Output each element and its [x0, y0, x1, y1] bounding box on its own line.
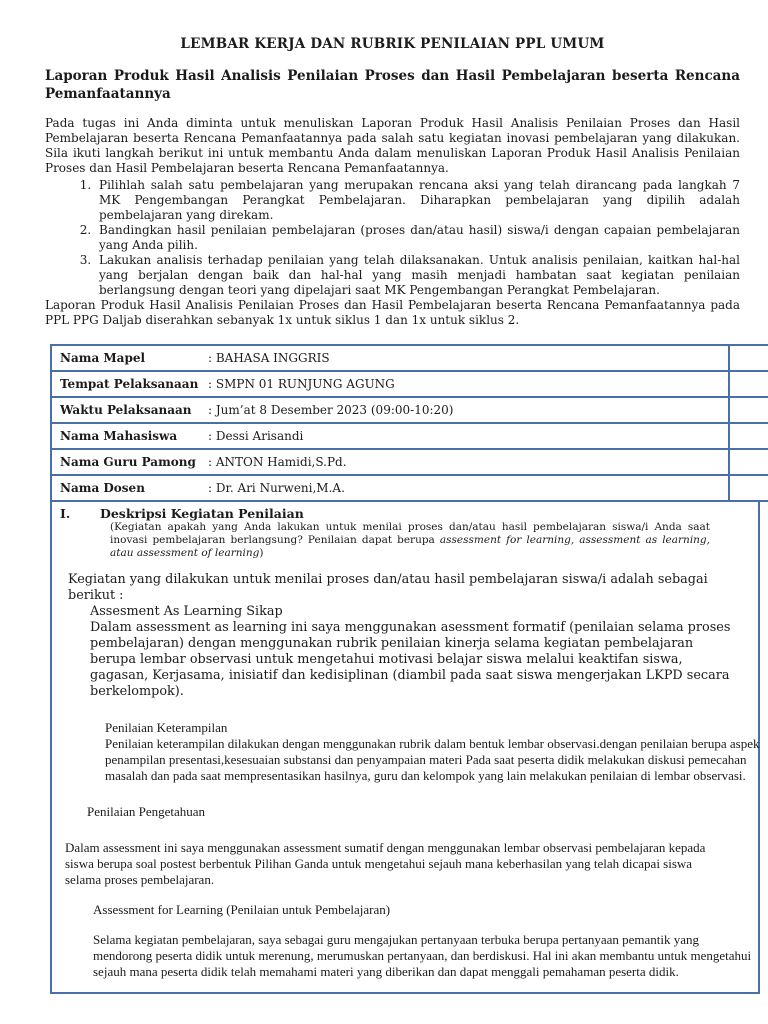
table-row: [51, 475, 768, 501]
info-side-cell: [729, 475, 768, 501]
info-label-nama-mapel: Nama Mapel: [60, 351, 146, 365]
block-body-penilaian-keterampilan: Penilaian keterampilan dilakukan dengan menggunakan rubrik dalam bentuk lembar observasi.dengan penilaian berupa aspek penampilan presentasi,kesesuaian substansi dan penyampaian materi Pada saat peserta didik melakukan diskusi pemecahan masalah dan pada saat mempresentasikan hasilnya, guru dan kelompok yang lain melakukan penilaian di lembar observasi.: [105, 736, 760, 784]
info-side-cell: [729, 449, 768, 475]
step-item-2: 2. Bandingkan hasil penilaian pembelajaran (proses dan/atau hasil) siswa/i dengan capaian pembelajaran yang Anda pilih.: [95, 223, 740, 253]
table-row: [51, 449, 768, 475]
section-note: (Kegiatan apakah yang Anda lakukan untuk menilai proses dan/atau hasil pembelajaran siswa/i Anda saat inovasi pembelajaran berlangsung? Penilaian dapat berupa assessment for learning, assessment as learning, atau assessment of learning): [110, 521, 710, 559]
info-label-mahasiswa: Nama Mahasiswa: [60, 429, 178, 443]
closing-paragraph: Laporan Produk Hasil Analisis Penilaian Proses dan Hasil Pembelajaran beserta Rencana Pemanfaatannya pada PPL PPG Daljab diserahkan sebanyak 1x untuk siklus 1 dan 1x untuk siklus 2.: [45, 298, 740, 327]
section-1-box: [50, 502, 760, 994]
step-item-3: 3. Lakukan analisis terhadap penilaian yang telah dilaksanakan. Untuk analisis penilaian, kaitkan hal-hal yang berjalan dengan baik dan hal-hal yang masih menjadi hambatan saat kegiatan penilaian berlangsung dengan teori yang dipelajari saat MK Pengembangan Perangkat Pembelajaran.: [95, 253, 740, 298]
document-heading: Laporan Produk Hasil Analisis Penilaian Proses dan Hasil Pembelajaran beserta Rencana Pemanfaatannya: [45, 68, 740, 102]
page-title: LEMBAR KERJA DAN RUBRIK PENILAIAN PPL UMUM: [180, 36, 605, 52]
info-side-cell: [729, 345, 768, 371]
block-heading-penilaian-keterampilan: Penilaian Keterampilan: [105, 720, 228, 736]
info-label-tempat: Tempat Pelaksanaan: [60, 377, 199, 391]
section-title: Deskripsi Kegiatan Penilaian: [100, 506, 304, 521]
block-heading-assessment-for-learning: Assessment for Learning (Penilaian untuk Pembelajaran): [93, 902, 391, 918]
info-label-dosen: Nama Dosen: [60, 481, 145, 495]
note-italic-part: assessment for learning, assessment as learning, atau assessment of learning: [110, 533, 710, 559]
info-value-dosen: : Dr. Ari Nurweni,M.A.: [208, 481, 345, 495]
block-body-assessment-for-learning: Selama kegiatan pembelajaran, saya sebagai guru mengajukan pertanyaan terbuka berupa pertanyaan pemantik yang mendorong peserta didik untuk merenung, merumuskan pertanyaan, dan berdiskusi. Hal ini akan membantu untuk mengetahui sejauh mana peserta didik telah memahami materi yang diberikan dan dapat menggali pemahaman peserta didik.: [93, 932, 752, 980]
table-row: [51, 397, 768, 423]
info-label-waktu: Waktu Pelaksanaan: [60, 403, 192, 417]
table-row: [51, 345, 768, 371]
info-label-guru-pamong: Nama Guru Pamong: [60, 455, 196, 469]
info-value-mahasiswa: : Dessi Arisandi: [208, 429, 304, 443]
section-numeral: I.: [60, 506, 71, 521]
block-heading-penilaian-pengetahuan: Penilaian Pengetahuan: [87, 804, 206, 820]
info-value-nama-mapel: : BAHASA INGGRIS: [208, 351, 330, 365]
info-value-tempat: : SMPN 01 RUNJUNG AGUNG: [208, 377, 395, 391]
block-heading-assesment-as-learning: Assesment As Learning Sikap: [90, 604, 283, 620]
intro-paragraph: Pada tugas ini Anda diminta untuk menuliskan Laporan Produk Hasil Analisis Penilaian Proses dan Hasil Pembelajaran beserta Rencana Pemanfaatannya pada salah satu kegiatan inovasi pembelajaran yang dilakukan. Sila ikuti langkah berikut ini untuk membantu Anda dalam menuliskan Laporan Produk Hasil Analisis Penilaian Proses dan Hasil Pembelajaran beserta Rencana Pemanfaatannya.: [45, 116, 740, 175]
info-side-cell: [729, 423, 768, 449]
section-1-heading: [60, 506, 750, 521]
info-value-waktu: : Jum’at 8 Desember 2023 (09:00-10:20): [208, 403, 454, 417]
info-side-cell: [729, 397, 768, 423]
block-body-penilaian-pengetahuan: Dalam assessment ini saya menggunakan assessment sumatif dengan menggunakan lembar observasi pembelajaran kepada siswa berupa soal postest berbentuk Pilihan Ganda untuk mengetahui sejauh mana keberhasilan yang telah dicapai siswa selama proses pembelajaran.: [65, 840, 706, 888]
table-row: [51, 423, 768, 449]
info-table: [50, 344, 768, 502]
steps-list: [45, 178, 740, 298]
section-lead: Kegiatan yang dilakukan untuk menilai proses dan/atau hasil pembelajaran siswa/i adalah sebagai berikut :: [68, 572, 708, 604]
table-row: [51, 371, 768, 397]
step-item-1: 1. Pilihlah salah satu pembelajaran yang merupakan rencana aksi yang telah dirancang pada langkah 7 MK Pengembangan Perangkat Pembelajaran. Diharapkan pembelajaran yang dipilih adalah pembelajaran yang direkam.: [95, 178, 740, 223]
block-body-assesment-as-learning: Dalam assessment as learning ini saya menggunakan asessment formatif (penilaian selama proses pembelajaran) dengan menggunakan rubrik penilaian kinerja selama kegiatan pembelajaran berupa lembar observasi untuk mengetahui motivasi belajar siswa melalui keaktifan siswa, gagasan, Kerjasama, inisiatif dan kedisiplinan (diambil pada saat siswa mengerjakan LKPD secara berkelompok).: [90, 620, 731, 700]
info-side-cell: [729, 371, 768, 397]
info-value-guru-pamong: : ANTON Hamidi,S.Pd.: [208, 455, 347, 469]
